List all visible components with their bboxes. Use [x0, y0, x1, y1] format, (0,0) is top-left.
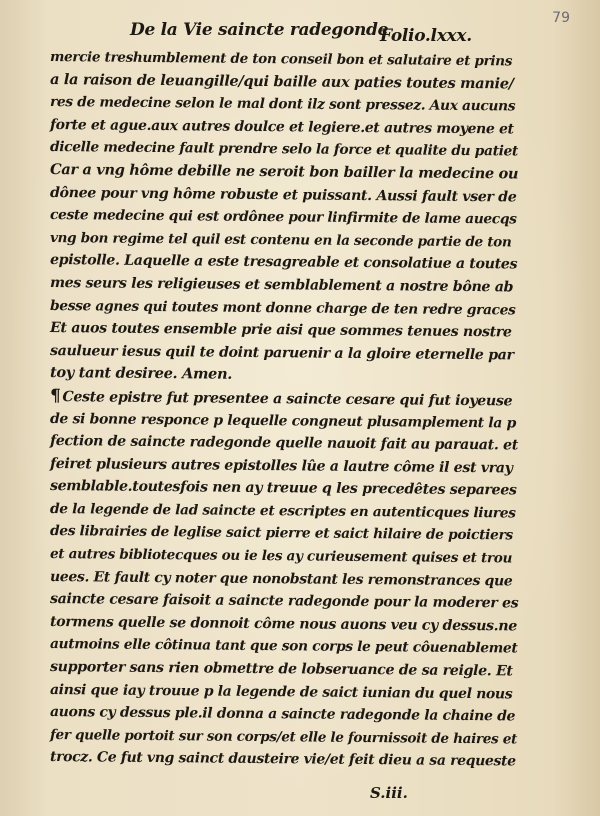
text-line: forte et ague.aux autres doulce et legiere.et autres moyene et: [49, 116, 514, 138]
text-line: saincte cesare faisoit a saincte radegonde pour la moderer es: [49, 591, 519, 612]
text-line: dicelle medecine fault prendre selo la force et qualite du patiet: [49, 139, 519, 160]
folio-number: Folio.lxxx.: [380, 26, 472, 46]
text-line: feiret plusieurs autres epistolles lûe a lautre côme il est vray: [49, 455, 513, 477]
text-line: ainsi que iay trouue p la legende de saict iunian du quel nous: [49, 681, 513, 703]
text-line: besse agnes qui toutes mont donne charge de ten redre graces: [49, 297, 516, 318]
text-line: des librairies de leglise saict pierre et saict hilaire de poictiers: [49, 523, 513, 544]
text-line: trocz. Ce fut vng sainct dausteire vie/et feit dieu a sa requeste: [49, 749, 516, 770]
text-line: mercie treshumblement de ton conseil bon et salutaire et prins: [49, 49, 513, 70]
text-line: Car a vng hôme debille ne seroit bon bailler la medecine ou: [49, 160, 519, 183]
text-line: Et auos toutes ensemble prie aisi que sommes tenues nostre: [49, 320, 512, 341]
text-line: fer quelle portoit sur son corps/et elle le fournissoit de haires et: [49, 726, 518, 748]
handwritten-page-number: 79: [552, 10, 570, 26]
text-line: de la legende de lad saincte et escriptes en autenticques liures: [49, 500, 516, 522]
text-line: autmoins elle côtinua tant que son corps le peut côuenablemet: [49, 636, 518, 657]
text-line: dônee pour vng hôme robuste et puissant. Aussi fault vser de: [49, 184, 517, 206]
text-line: auons cy dessus ple.il donna a saincte radegonde la chaine de: [49, 704, 516, 725]
text-line: mes seurs les religieuses et semblablement a nostre bône ab: [49, 274, 514, 296]
text-line: res de medecine selon le mal dont ilz sont pressez. Aux aucuns: [49, 94, 516, 115]
pilcrow-icon: ¶: [49, 385, 61, 407]
text-line: fection de saincte radegonde quelle nauoit fait au parauat. et: [49, 433, 519, 454]
text-line: uees. Et fault cy noter que nonobstant les remonstrances que: [49, 568, 513, 590]
running-header: [130, 20, 490, 46]
text-line: toy tant desiree. Amen.: [49, 364, 233, 384]
text-line: et autres bibliotecques ou ie les ay curieusement quises et trou: [49, 546, 513, 567]
text-line: tormens quelle se donnoit côme nous auons veu cy dessus.ne: [49, 613, 518, 635]
text-line: epistolle. Laquelle a este tresagreable et consolatiue a toutes: [49, 252, 518, 273]
running-title: De la Vie saincte radegonde: [130, 20, 389, 40]
text-line-content: Ceste epistre fut presentee a saincte cesare qui fut ioyeuse: [62, 389, 513, 410]
text-line: ceste medecine qui est ordônee pour linfirmite de lame auecqs: [49, 207, 517, 228]
body-text: [50, 46, 518, 769]
text-line: saulueur iesus quil te doint paruenir a la gloire eternelle par: [49, 342, 514, 364]
text-line: de si bonne responce p lequelle congneut plusamplement la p: [49, 410, 517, 431]
text-line: vng bon regime tel quil est contenu en la seconde partie de ton: [49, 229, 512, 251]
signature-mark: S.iii.: [370, 784, 408, 802]
text-line: supporter sans rien obmettre de lobseruance de sa reigle. Et: [49, 659, 513, 680]
text-line: semblable.toutesfois nen ay treuue q les precedêtes separees: [49, 478, 517, 499]
text-line: a la raison de leuangille/qui baille aux paties toutes manie/: [49, 70, 514, 93]
